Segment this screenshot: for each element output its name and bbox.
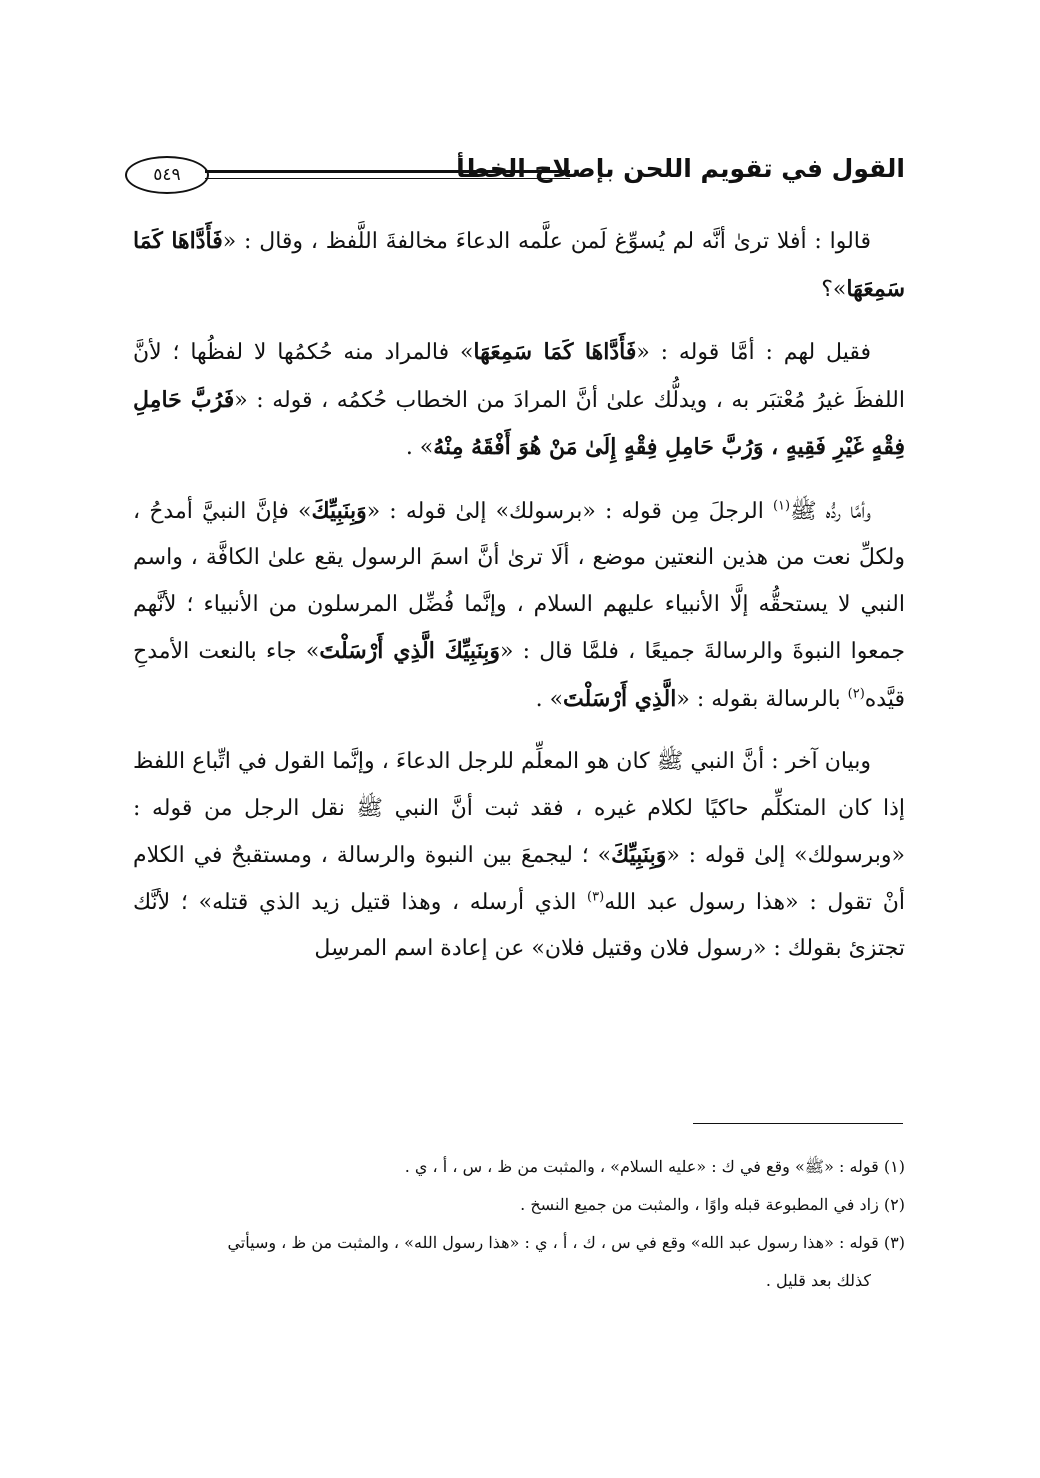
footnote-2: (٢) زاد في المطبوعة قبله واوًا ، والمثبت من جميع النسخ . [520,1195,905,1214]
text-run: وبيان آخر : أنَّ النبي ﷺ كان هو المعلِّم للرجل الدعاءَ ، وإنَّما القول في اتِّباع اللفظ إذا كان المتكلِّم حاكيًا لكلام غيره ، فقد ثبت أنَّ النبي ﷺ نقل الرجل من قوله : «وبرسولك» إلىٰ قوله : « [133,749,905,868]
text-run: »؟ [821,276,847,302]
paragraph-3 [133,488,905,724]
footnote-separator [693,1123,903,1124]
text-run: الرجلَ مِن قوله : «برسولك» إلىٰ قوله : « [366,498,773,524]
footnote-1: (١) قوله : «ﷺ» وقع في ك : «عليه السلام» ، والمثبت من ظ ، س ، أ ، ي . [404,1157,905,1176]
paragraph-4 [133,739,905,973]
footnotes [133,1148,905,1300]
page-header [125,150,905,200]
text-run: » . [405,435,434,460]
text-run: قالوا : أفلا ترىٰ أنَّه لم يُسوِّغ لَمن علَّمه الدعاءَ مخالفةَ اللَّفظ ، وقال : « [222,229,871,254]
running-title: القول في تقويم اللحن بإصلاح الخطأ [456,154,905,183]
text-run: بالرسالة بقوله : « [676,686,848,712]
text-run: الذي أرسله ، وهذا قتيل زيد الذي قتله» ؛ لأنَّك تجتزئ بقولك : «رسول فلان وقتيل فلان» عن إعادة اسم المرسِل [133,889,905,961]
footnote-ref-3[interactable]: (٣) [587,889,605,905]
text-run: » ؛ ليجمعَ بين النبوة والرسالة ، ومستقبحٌ في الكلام أنْ تقول : «هذا رسول عبد الله [133,843,906,915]
hadith-quote: وَبِنَبِيِّكَ الَّذِي أَرْسَلْتَ [319,638,500,664]
header-double-rule [205,170,570,179]
text-run: » فإنَّ النبيَّ أمدحُ ، ولكلِّ نعت من هذين النعتين موضع ، ألَا ترىٰ أنَّ اسمَ الرسول يقع علىٰ الكافَّة ، واسم النبي لا يستحقُّه إلَّا الأنبياء عليهم السلام ، وإنَّما فُضِّل المرسلون من الأنبياء ؛ لأنَّهم جمعوا النبوةَ والرسالةَ جميعًا ، فلمَّا قال : « [133,498,905,664]
hadith-quote: فَرُبَّ حَامِلِ فِقْهٍ غَيْرِ فَقِيهٍ ، وَرُبَّ حَامِلِ فِقْهٍ إِلَىٰ مَنْ هُوَ أَفْقَهُ مِنْهُ [133,386,905,460]
hadith-quote: وَبِنَبِيِّكَ [311,497,367,524]
hadith-quote: فَأَدَّاهَا كَمَا سَمِعَهَا [133,228,905,302]
paragraph-1 [133,218,905,313]
footnote-ref-2[interactable]: (٢) [847,686,865,702]
footnote-3: (٣) قوله : «هذا رسول عبد الله» وقع في س ، ك ، أ ، ي : «هذا رسول الله» ، والمثبت من ظ ، وسيأتي [227,1233,905,1252]
hadith-quote: الَّذِي أَرْسَلْتَ [563,685,677,712]
text-run: وأمَّا ردُّه ﷺ [790,498,872,524]
text-run: فقيل لهم : أمَّا قوله : « [636,340,871,365]
main-text [133,218,905,989]
text-run: » فالمراد منه حُكمُها لا لفظُها ؛ لأنَّ اللفظَ غيرُ مُعْتبَر به ، ويدلُّك علىٰ أنَّ المرادَ من الخطاب حُكمُه ، قوله : « [133,340,905,413]
footnote-3-continuation: كذلك بعد قليل . [765,1271,871,1290]
page-number: ٥٤٩ [125,156,209,194]
footnote-ref-1[interactable]: (١) [772,498,791,514]
text-run: » جاء بالنعت الأمدحِ قيَّده [133,639,905,712]
hadith-quote: فَأَدَّاهَا كَمَا سَمِعَهَا [473,339,637,365]
text-run: » . [535,686,564,712]
paragraph-2 [133,329,905,472]
hadith-quote: وَبِنَبِيِّكَ [611,842,667,868]
